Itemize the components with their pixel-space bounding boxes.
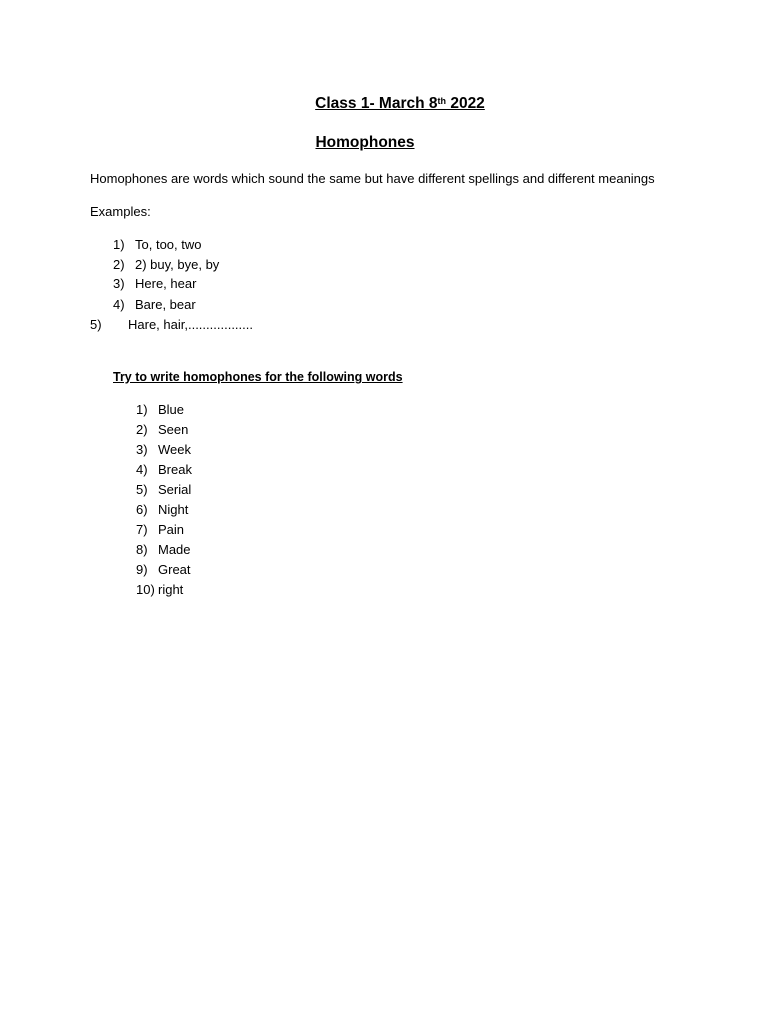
word-number: 10) bbox=[136, 582, 155, 597]
word-number: 6) bbox=[136, 502, 148, 517]
example-number: 1) bbox=[113, 237, 125, 252]
word-text: Serial bbox=[158, 482, 192, 497]
word-text: Week bbox=[158, 442, 191, 457]
page-title bbox=[0, 94, 768, 114]
title-superscript: th bbox=[437, 96, 447, 106]
word-text: right bbox=[158, 582, 184, 597]
word-text: Pain bbox=[158, 522, 185, 537]
example-number: 5) bbox=[90, 317, 102, 332]
example-number: 3) bbox=[113, 276, 125, 291]
word-number: 9) bbox=[136, 562, 148, 577]
example-text: To, too, two bbox=[135, 237, 202, 252]
word-number: 2) bbox=[136, 422, 148, 437]
word-text: Seen bbox=[158, 422, 189, 437]
word-number: 1) bbox=[136, 402, 148, 417]
title-year: 2022 bbox=[446, 95, 485, 112]
word-number: 4) bbox=[136, 462, 148, 477]
word-text: Great bbox=[158, 562, 191, 577]
topic-heading: Homophones bbox=[315, 134, 415, 151]
word-text: Night bbox=[158, 502, 189, 517]
example-text: Hare, hair,.................. bbox=[128, 317, 253, 332]
word-number: 8) bbox=[136, 542, 148, 557]
word-number: 3) bbox=[136, 442, 148, 457]
word-number: 5) bbox=[136, 482, 148, 497]
example-number: 2) bbox=[113, 257, 125, 272]
task-heading: Try to write homophones for the following words bbox=[113, 370, 403, 384]
example-text: Bare, bear bbox=[135, 297, 196, 312]
definition-text: Homophones are words which sound the same but have different spellings and different meanings bbox=[90, 171, 655, 186]
example-text: Here, hear bbox=[135, 276, 197, 291]
example-text: 2) buy, bye, by bbox=[135, 257, 220, 272]
word-text: Blue bbox=[158, 402, 185, 417]
title-main: Class 1- March 8 bbox=[315, 95, 438, 112]
word-number: 7) bbox=[136, 522, 148, 537]
word-text: Made bbox=[158, 542, 191, 557]
example-number: 4) bbox=[113, 297, 125, 312]
word-text: Break bbox=[158, 462, 192, 477]
examples-label: Examples: bbox=[90, 204, 151, 219]
